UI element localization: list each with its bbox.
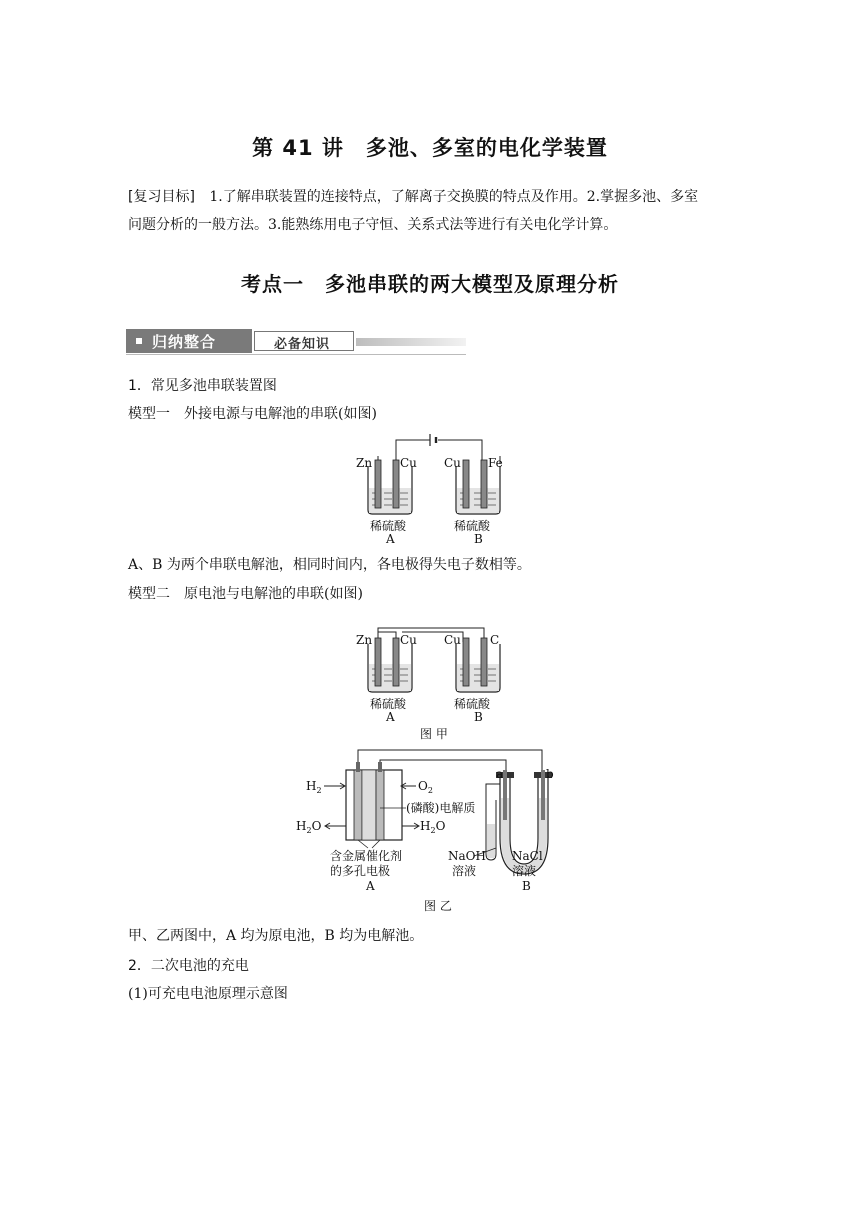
right-porous-electrode (376, 770, 384, 840)
caption-yi: 图 乙 (424, 899, 452, 913)
o2-label: $O_2$ (418, 779, 433, 795)
zn-electrode (375, 460, 381, 508)
label-cu-a: Cu (400, 633, 417, 647)
nacl-label-line1: NaCl (512, 849, 543, 863)
banner-left-label: 归纳整合 (152, 333, 217, 351)
cu-electrode-a (393, 460, 399, 508)
caption-jia: 图 甲 (420, 727, 448, 741)
catalyst-label-line1: 含金属催化剂 (330, 849, 403, 863)
c-electrode (481, 638, 487, 686)
square-bullet-icon (136, 338, 142, 344)
label-a: a (496, 767, 504, 781)
left-porous-electrode (354, 770, 362, 840)
cell-a-label: A (386, 532, 395, 546)
section-banner (126, 329, 466, 353)
electrolyte-label: (磷酸)电解质 (406, 801, 476, 815)
item2-heading: 2．二次电池的充电 (128, 958, 249, 974)
cu-electrode-a (393, 638, 399, 686)
label-cu-b: Cu (444, 456, 461, 470)
label-b: b (546, 767, 554, 781)
catalyst-label-line2: 的多孔电极 (330, 864, 391, 878)
model2-figure-yi (296, 744, 568, 918)
lecture-title: 第 41 讲 多池、多室的电化学装置 (252, 136, 608, 160)
cell-b-label: B (474, 710, 483, 724)
model2-figure-jia (350, 622, 520, 742)
h2o-left-label: $H_2O$ (296, 819, 322, 835)
fe-electrode (481, 460, 487, 508)
model1-note: A、B 为两个串联电解池，相同时间内，各电极得失电子数相等。 (128, 557, 531, 573)
naoh-label-line1: NaOH (448, 849, 486, 863)
electrolyte-region (362, 770, 376, 840)
banner-right-label: 必备知识 (274, 337, 331, 352)
banner-left (126, 329, 252, 353)
cell-a-label: A (386, 710, 395, 724)
label-c: C (490, 633, 500, 647)
zn-electrode (375, 638, 381, 686)
model1-figure (350, 430, 520, 548)
label-zn: Zn (356, 456, 373, 470)
model2-title: 模型二 原电池与电解池的串联(如图) (128, 586, 363, 602)
electrode-b (541, 770, 545, 820)
item1-heading: 1．常见多池串联装置图 (128, 378, 277, 394)
solution-a-label: 稀硫酸 (370, 697, 407, 711)
section-title: 考点一 多池串联的两大模型及原理分析 (241, 272, 619, 296)
review-goal-line2: 问题分析的一般方法。3.能熟练用电子守恒、关系式法等进行有关电化学计算。 (128, 217, 618, 233)
review-goal-label: [复习目标] (128, 189, 195, 205)
cell-b-label: B (522, 879, 531, 893)
solution-b-label: 稀硫酸 (454, 519, 491, 533)
label-cu-a: Cu (400, 456, 417, 470)
naoh-label-line2: 溶液 (452, 864, 477, 878)
fuel-cell (346, 762, 402, 840)
banner-rule (126, 354, 466, 355)
review-goal (128, 184, 698, 210)
electrode-a (503, 770, 507, 820)
label-fe: Fe (488, 456, 503, 470)
cu-electrode-b (463, 638, 469, 686)
label-cu-b: Cu (444, 633, 461, 647)
h2-label: $H_2$ (306, 779, 322, 795)
cell-a-label: A (366, 879, 375, 893)
solution-a-label: 稀硫酸 (370, 519, 407, 533)
review-goal-line1: 1.了解串联装置的连接特点，了解离子交换膜的特点及作用。2.掌握多池、多室 (209, 189, 699, 205)
model1-title: 模型一 外接电源与电解池的串联(如图) (128, 406, 377, 422)
model2-note: 甲、乙两图中，A 均为原电池，B 均为电解池。 (128, 928, 424, 944)
banner-fade (356, 338, 466, 346)
banner-right (254, 331, 354, 351)
cu-electrode-b (463, 460, 469, 508)
nacl-label-line2: 溶液 (512, 864, 537, 878)
cell-b-label: B (474, 532, 483, 546)
h2o-right-label: $H_2O$ (420, 819, 446, 835)
item2-sub: (1)可充电电池原理示意图 (128, 986, 288, 1002)
label-zn: Zn (356, 633, 373, 647)
solution-b-label: 稀硫酸 (454, 697, 491, 711)
